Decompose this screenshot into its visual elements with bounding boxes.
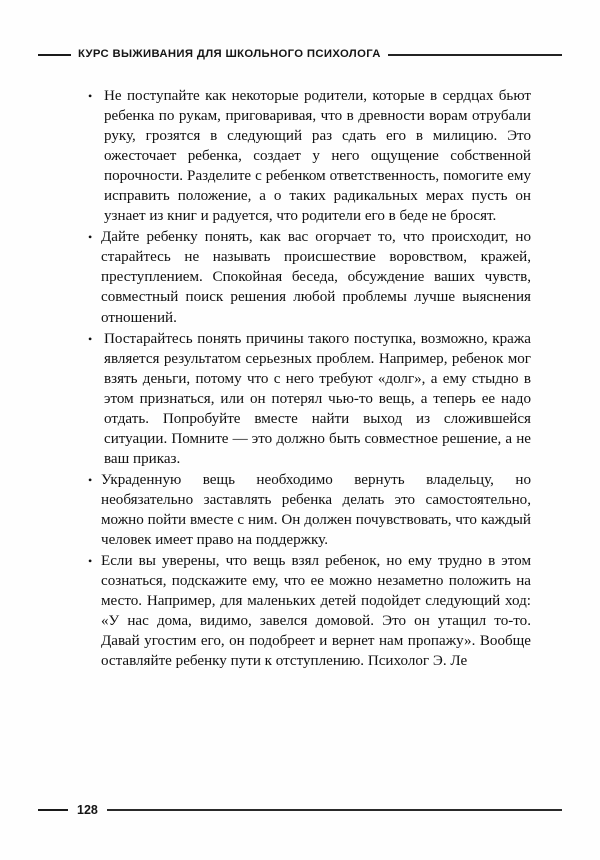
footer-rule-right (107, 809, 562, 810)
page-footer (0, 800, 600, 820)
list-item: • Если вы уверены, что вещь взял ребенок, но ему трудно в этом сознаться, подскажите ему, что ее можно незаметно положить на место. Например, для маленьких детей подойдет следующий ход: «У нас дома, видимо, завелся домовой. Это он утащил то-то. Давай угостим его, он подобреет и вернет нам пропажу». Вообще оставляйте ребенку пути к отступлению. Психолог Э. Ле (88, 551, 531, 671)
page-number: 128 (77, 802, 98, 817)
footer-rule-left (38, 809, 68, 811)
running-head-title: КУРС ВЫЖИВАНИЯ ДЛЯ ШКОЛЬНОГО ПСИХОЛОГА (78, 48, 381, 61)
list-item: • Постарайтесь понять причины такого поступка, возможно, кража является результатом серьезных проблем. Например, ребенок мог взять деньги, потому что с него требуют «долг», а ему стыдно в этом признаться, или он потерял чью-то вещь, а теперь ее надо отдать. Попробуйте вместе найти выход из сложившейся ситуации. Помните — это должно быть совместное решение, а не ваш приказ. (88, 329, 531, 469)
running-head-rule-left (38, 54, 71, 56)
list-item: • Украденную вещь необходимо вернуть владельцу, но необязательно заставлять ребенка делать это самостоятельно, можно пойти вместе с ним. Он должен почувствовать, что каждый человек имеет право на поддержку. (88, 470, 531, 550)
body-text-column (88, 86, 531, 672)
list-item: • Не поступайте как некоторые родители, которые в сердцах бьют ребенка по рукам, приговаривая, что в древности ворам отрубали руку, грозятся в следующий раз сдать его в милицию. Это ожесточает ребенка, создает у него ощущение собственной порочности. Разделите с ребенком ответственность, помогите ему исправить положение, а о таких радикальных мерах пусть он узнает из книг и радуется, что родители его в беде не бросят. (88, 86, 531, 226)
running-head-rule-right (388, 54, 562, 55)
running-head (0, 44, 600, 66)
list-item: • Дайте ребенку понять, как вас огорчает то, что происходит, но старайтесь не называть происшествие воровством, кражей, преступлением. Спокойная беседа, обсуждение ваших чувств, совместный поиск решения любой проблемы лучше выяснения отношений. (88, 227, 531, 327)
